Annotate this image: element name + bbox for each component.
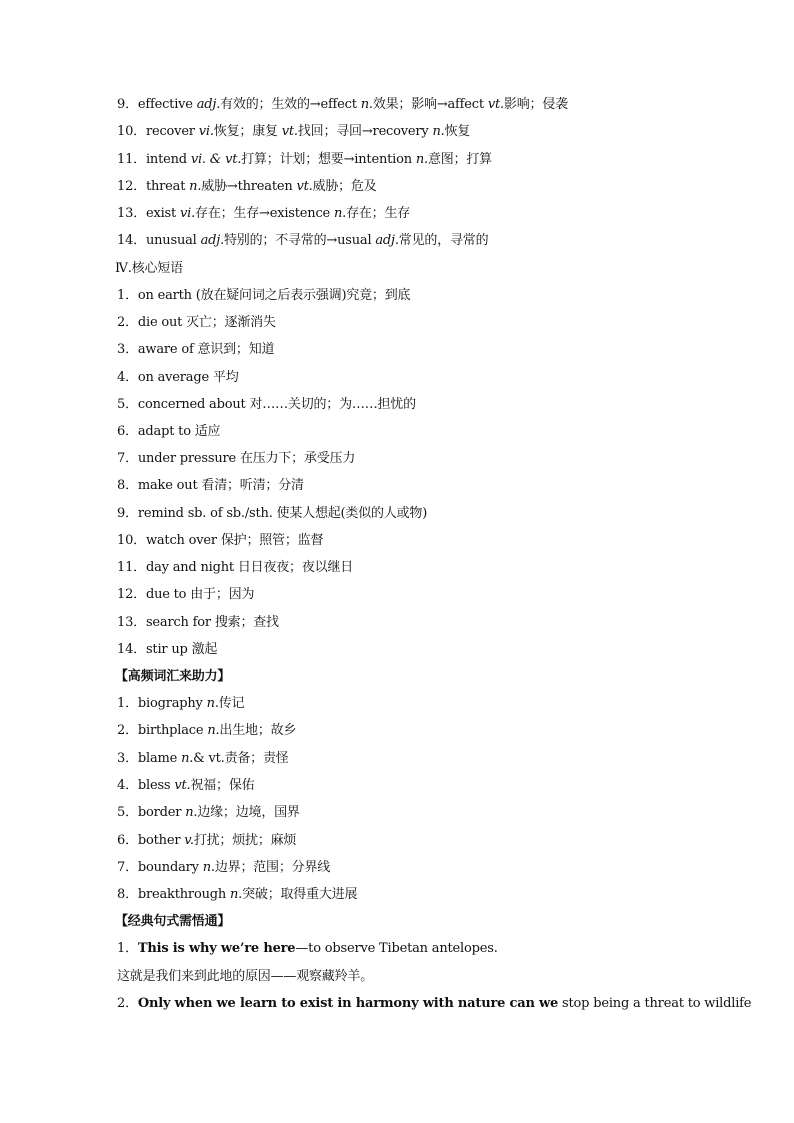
phrase-item: 13．search for 搜索；查找 bbox=[117, 615, 279, 630]
phrase-item: 2．die out 灭亡；逐渐消失 bbox=[117, 315, 276, 330]
hf-word-entry: 7．boundary n.边界；范围；分界线 bbox=[117, 860, 331, 875]
hf-word-entry: 4．bless vt.祝福；保佑 bbox=[117, 778, 255, 793]
word-entry: 14．unusual adj.特别的；不寻常的→usual adj.常见的，寻常的 bbox=[117, 233, 489, 248]
sentence-1-translation: 这就是我们来到此地的原因——观察藏羚羊。 bbox=[117, 969, 374, 984]
phrase-item: 11．day and night 日日夜夜；夜以继日 bbox=[117, 560, 354, 575]
phrase-item: 1．on earth (放在疑问词之后表示强调)究竟；到底 bbox=[117, 288, 411, 303]
hf-word-entry: 1．biography n.传记 bbox=[117, 696, 245, 711]
section-heading-high-frequency: 【高频词汇来助力】 bbox=[115, 669, 231, 684]
section-heading-sentences: 【经典句式需悟通】 bbox=[115, 914, 231, 929]
phrase-item: 4．on average 平均 bbox=[117, 370, 239, 385]
word-entry: 10．recover vi.恢复；康复 vt.找回；寻回→recovery n.恢复 bbox=[117, 124, 471, 139]
hf-word-entry: 6．bother v.打扰；烦扰；麻烦 bbox=[117, 833, 297, 848]
phrase-item: 3．aware of 意识到；知道 bbox=[117, 342, 275, 357]
word-entry: 11．intend vi. & vt.打算；计划；想要→intention n.意图；打算 bbox=[117, 152, 492, 167]
phrase-item: 14．stir up 激起 bbox=[117, 642, 218, 657]
word-entry: 13．exist vi.存在；生存→existence n.存在；生存 bbox=[117, 206, 411, 221]
phrase-item: 8．make out 看清；听清；分清 bbox=[117, 478, 304, 493]
section-heading-phrases: Ⅳ.核心短语 bbox=[115, 261, 183, 276]
sentence-2: 2．Only when we learn to exist in harmony with nature can we stop being a threat to wildlife bbox=[117, 996, 752, 1011]
phrase-item: 10．watch over 保护；照管；监督 bbox=[117, 533, 324, 548]
hf-word-entry: 2．birthplace n.出生地；故乡 bbox=[117, 723, 297, 738]
word-entry: 9．effective adj.有效的；生效的→effect n.效果；影响→affect vt.影响；侵袭 bbox=[117, 97, 568, 112]
phrase-item: 6．adapt to 适应 bbox=[117, 424, 221, 439]
phrase-item: 9．remind sb. of sb./sth. 使某人想起(类似的人或物) bbox=[117, 506, 428, 521]
phrase-item: 7．under pressure 在压力下；承受压力 bbox=[117, 451, 356, 466]
phrase-item: 5．concerned about 对……关切的；为……担忧的 bbox=[117, 397, 416, 412]
hf-word-entry: 8．breakthrough n.突破；取得重大进展 bbox=[117, 887, 358, 902]
sentence-1: 1．This is why we’re here—to observe Tibetan antelopes. bbox=[117, 941, 498, 956]
word-entry: 12．threat n.威胁→threaten vt.威胁；危及 bbox=[117, 179, 377, 194]
phrase-item: 12．due to 由于；因为 bbox=[117, 587, 255, 602]
hf-word-entry: 5．border n.边缘；边境，国界 bbox=[117, 805, 300, 820]
hf-word-entry: 3．blame n.& vt.责备；责怪 bbox=[117, 751, 289, 766]
